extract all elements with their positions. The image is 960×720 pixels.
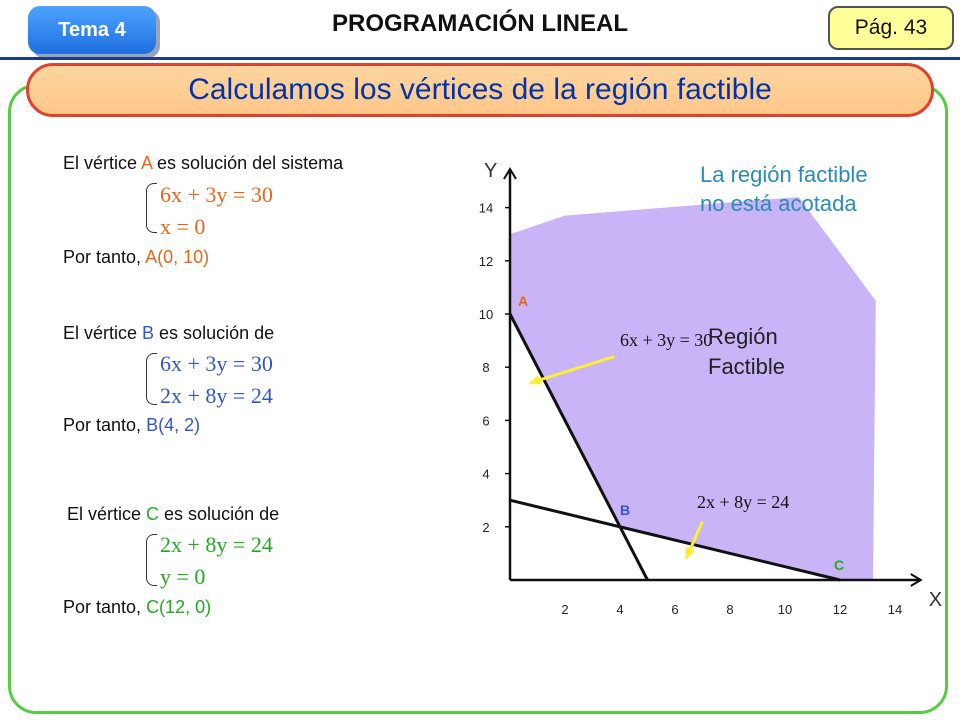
vertex-c-intro-post: es solución de xyxy=(159,504,280,524)
y-tick-label: 4 xyxy=(482,466,490,482)
vertex-b-eq2: 2x + 8y = 24 xyxy=(160,383,273,408)
vertex-b-intro-post: es solución de xyxy=(154,323,275,343)
region-label xyxy=(708,322,785,382)
vertex-a-result-pre: Por tanto, xyxy=(63,247,146,267)
x-tick-label: 8 xyxy=(726,602,734,617)
vertex-label-c: C xyxy=(834,557,845,573)
y-tick-label: 12 xyxy=(478,253,494,269)
region-label-line1: Región xyxy=(708,324,778,349)
constraint-label-1: 6x + 3y = 30 xyxy=(620,329,713,350)
unbounded-note-line2: no está acotada xyxy=(700,191,857,216)
vertex-b-result-pre: Por tanto, xyxy=(63,415,147,435)
y-tick-label: 8 xyxy=(482,360,490,376)
x-tick-label: 10 xyxy=(777,602,793,617)
vertex-a-intro-post: es solución del sistema xyxy=(152,153,344,173)
vertex-c-intro xyxy=(67,504,279,525)
x-tick-label: 4 xyxy=(616,602,624,617)
header-title: PROGRAMACIÓN LINEAL xyxy=(332,10,628,37)
vertex-c-brace xyxy=(146,534,157,586)
vertex-c-intro-pre: El vértice xyxy=(67,504,147,524)
y-tick-label: 14 xyxy=(478,200,494,216)
vertex-a-intro-pre: El vértice xyxy=(63,153,142,173)
x-tick-label: 2 xyxy=(561,602,569,617)
y-axis-label: Y xyxy=(484,160,498,182)
vertex-b-result-value: B(4, 2) xyxy=(146,415,201,435)
vertex-b-intro xyxy=(63,323,274,344)
vertex-label-b: B xyxy=(620,501,631,518)
x-tick-label: 6 xyxy=(671,602,679,617)
vertex-b-result xyxy=(63,415,200,436)
vertex-b-eq1: 6x + 3y = 30 xyxy=(160,351,273,376)
region-label-line2: Factible xyxy=(708,354,786,379)
unbounded-note xyxy=(700,160,868,218)
vertex-c-name: C xyxy=(146,504,160,524)
y-tick-label: 2 xyxy=(482,519,490,535)
y-tick-label: 6 xyxy=(482,413,490,429)
x-axis-label: X xyxy=(928,589,943,611)
page-number-badge: Pág. 43 xyxy=(828,6,954,50)
x-tick-label: 12 xyxy=(832,602,848,617)
vertex-b-name: B xyxy=(142,323,155,343)
unbounded-note-line1: La región factible xyxy=(700,162,868,187)
vertex-c-result-value: C(12, 0) xyxy=(146,597,212,617)
vertex-a-result-value: A(0, 10) xyxy=(145,247,210,267)
vertex-c-result xyxy=(63,597,211,618)
tema-badge[interactable]: Tema 4 xyxy=(28,6,156,54)
slide-title: Calculamos los vértices de la región factible xyxy=(26,63,934,117)
vertex-b-brace xyxy=(146,353,157,405)
vertex-a-intro xyxy=(63,153,343,174)
constraint-label-2: 2x + 8y = 24 xyxy=(697,492,790,513)
feasible-region xyxy=(510,197,876,580)
header-divider xyxy=(0,57,960,60)
vertex-c-result-pre: Por tanto, xyxy=(63,597,147,617)
vertex-c-eq1: 2x + 8y = 24 xyxy=(160,532,273,557)
vertex-a-brace xyxy=(146,183,157,233)
vertex-label-a: A xyxy=(518,293,529,309)
vertex-a-eq1: 6x + 3y = 30 xyxy=(160,182,273,207)
vertex-b-intro-pre: El vértice xyxy=(63,323,143,343)
vertex-a-eq2: x = 0 xyxy=(160,214,206,239)
x-tick-label: 14 xyxy=(887,602,903,617)
vertex-a-name: A xyxy=(141,153,153,173)
vertex-c-eq2: y = 0 xyxy=(160,564,206,589)
vertex-a-result xyxy=(63,247,209,268)
y-tick-label: 10 xyxy=(478,307,494,322)
